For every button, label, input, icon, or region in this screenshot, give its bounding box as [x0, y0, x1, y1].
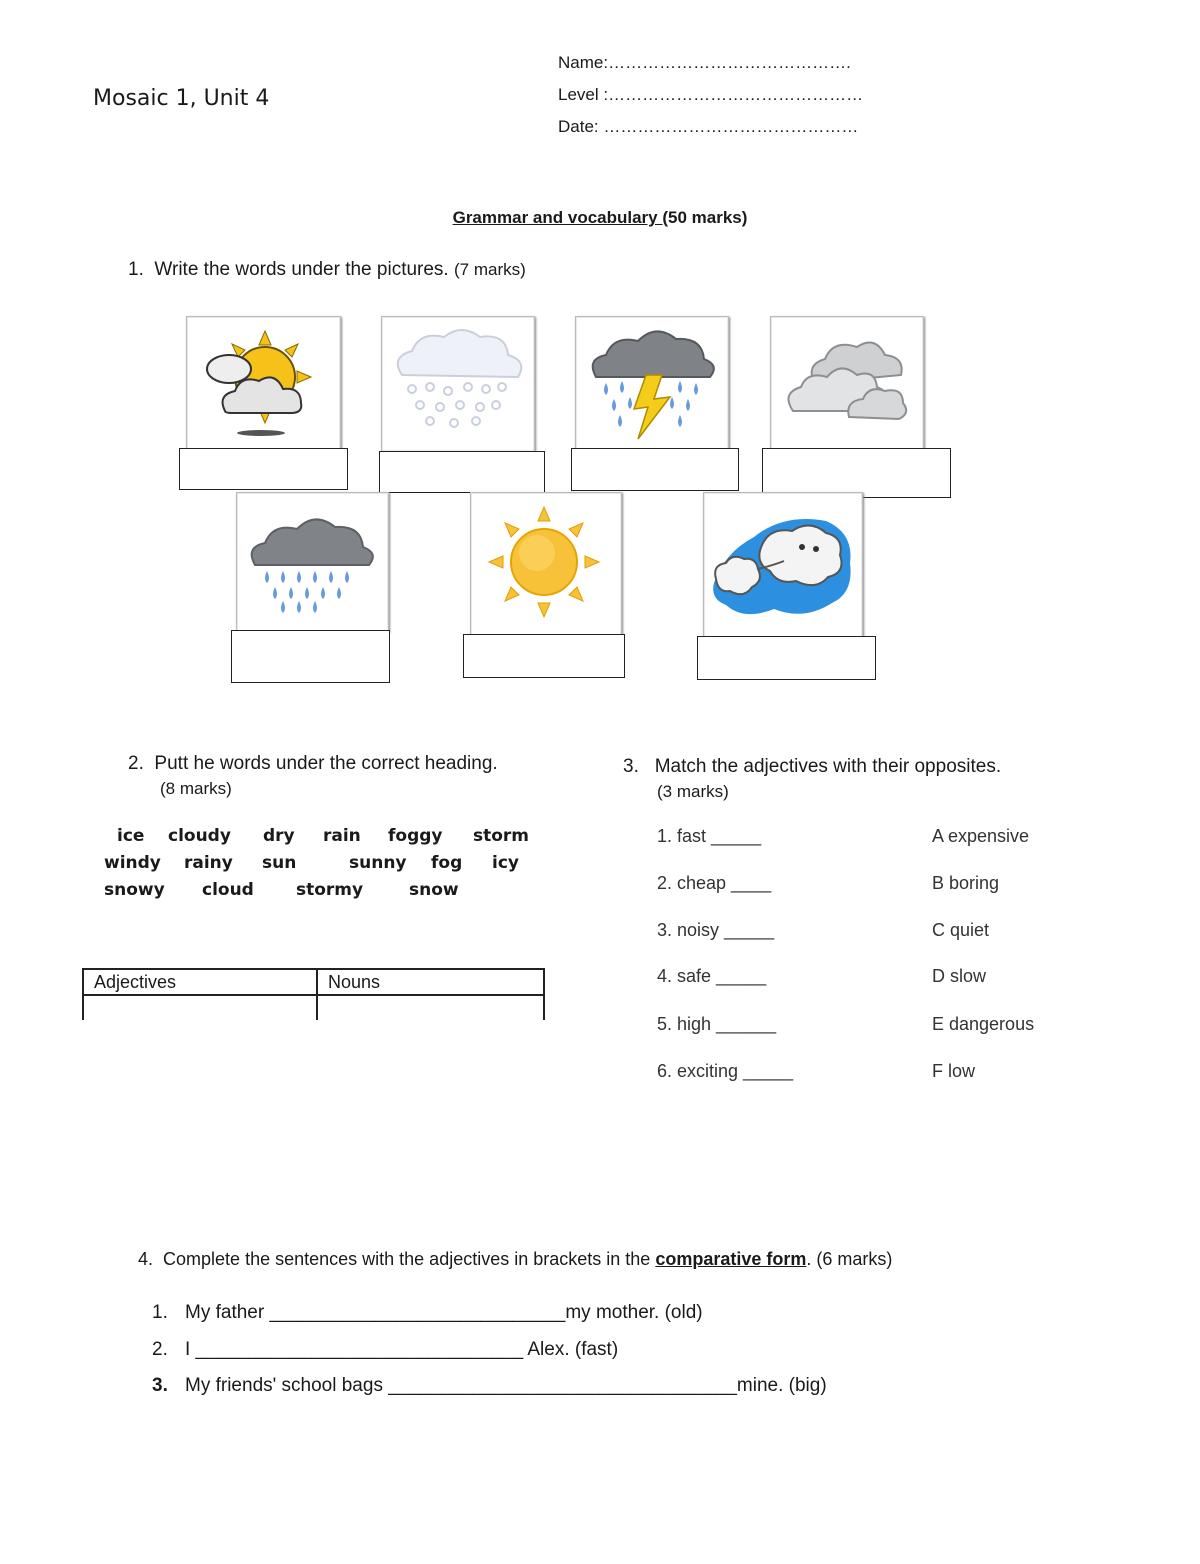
- sentence-3-text: My friends' school bags _________________________________mine. (big): [185, 1375, 827, 1396]
- question-1-text: Write the words under the pictures.: [154, 259, 449, 280]
- sentence-3-number: 3.: [152, 1375, 168, 1396]
- worksheet-title: Mosaic 1, Unit 4: [93, 86, 270, 111]
- question-4-text: Complete the sentences with the adjectives in brackets in the: [163, 1249, 651, 1269]
- question-3: [623, 756, 1001, 778]
- answer-box-2[interactable]: [379, 451, 545, 493]
- sentence-1: [152, 1302, 703, 1324]
- match-right-e: E dangerous: [932, 1014, 1035, 1034]
- partly-sunny-icon: [187, 317, 340, 449]
- sentence-1-text: My father ____________________________my mother. (old): [185, 1302, 703, 1323]
- question-4-emphasis: comparative form: [655, 1249, 807, 1269]
- match-right-a: A expensive: [932, 826, 1030, 846]
- answer-box-1[interactable]: [179, 448, 348, 490]
- question-4: [138, 1249, 892, 1270]
- question-2-number: 2.: [128, 753, 144, 774]
- nouns-cell[interactable]: [317, 995, 544, 1020]
- heading-table: [82, 968, 545, 1020]
- level-field: Level :………………………………………: [558, 85, 864, 104]
- storm-cloud-icon: [576, 317, 728, 451]
- question-2: [128, 753, 498, 775]
- match-left-6: 6. exciting _____: [657, 1061, 794, 1081]
- heading-adjectives: Adjectives: [83, 969, 317, 995]
- question-3-text: Match the adjectives with their opposites.: [654, 756, 1002, 777]
- match-right-b: B boring: [932, 873, 1000, 893]
- question-1: [128, 259, 526, 281]
- picture-sun: [470, 492, 622, 636]
- word-bank-item: dry: [263, 826, 295, 846]
- picture-storm: [575, 316, 729, 452]
- section-heading-rest: 50 marks): [668, 208, 748, 227]
- sentence-2: [152, 1339, 618, 1361]
- sentence-2-number: 2.: [152, 1339, 168, 1360]
- answer-box-3[interactable]: [571, 448, 739, 491]
- word-bank-item: cloudy: [168, 826, 231, 846]
- word-bank-item: foggy: [388, 826, 443, 846]
- adjectives-cell[interactable]: [83, 995, 317, 1020]
- word-bank-item: icy: [492, 853, 519, 873]
- question-4-number: 4.: [138, 1249, 154, 1269]
- question-3-number: 3.: [623, 756, 639, 777]
- snow-cloud-icon: [382, 317, 534, 451]
- question-1-marks: (7 marks): [454, 260, 526, 279]
- match-left-3: 3. noisy _____: [657, 920, 775, 940]
- match-left-2: 2. cheap ____: [657, 873, 772, 893]
- answer-box-5[interactable]: [231, 630, 390, 683]
- match-right-d: D slow: [932, 966, 987, 986]
- picture-windy: [703, 492, 863, 638]
- word-bank-item: snow: [409, 880, 459, 900]
- sentence-3: [152, 1375, 827, 1397]
- rain-cloud-icon: [237, 493, 388, 631]
- windy-icon: [704, 493, 862, 637]
- match-left-1: 1. fast _____: [657, 826, 762, 846]
- picture-rain: [236, 492, 389, 632]
- answer-box-6[interactable]: [463, 634, 625, 678]
- cloudy-icon: [771, 317, 923, 451]
- word-bank-item: stormy: [296, 880, 364, 900]
- question-4-marks: . (6 marks): [806, 1249, 893, 1269]
- word-bank-item: cloud: [202, 880, 254, 900]
- word-bank-item: snowy: [104, 880, 165, 900]
- word-bank-item: fog: [431, 853, 463, 873]
- match-right-c: C quiet: [932, 920, 990, 940]
- question-3-marks: (3 marks): [657, 782, 729, 801]
- section-heading: [0, 208, 1200, 228]
- picture-snow: [381, 316, 535, 452]
- picture-partly-sunny: [186, 316, 341, 450]
- sentence-1-number: 1.: [152, 1302, 168, 1323]
- match-left-5: 5. high ______: [657, 1014, 777, 1034]
- sentence-2-text: I _______________________________ Alex. (fast): [185, 1339, 619, 1360]
- answer-box-4[interactable]: [762, 448, 951, 498]
- word-bank-item: storm: [473, 826, 530, 846]
- word-bank-item: sunny: [349, 853, 407, 873]
- sun-icon: [471, 493, 621, 635]
- answer-box-7[interactable]: [697, 636, 876, 680]
- date-field: Date: ………………………………………: [558, 117, 859, 136]
- section-heading-underlined: Grammar and vocabulary (: [452, 208, 669, 227]
- name-field: Name:…………………………………….: [558, 53, 851, 72]
- word-bank-item: sun: [262, 853, 297, 873]
- heading-nouns: Nouns: [317, 969, 544, 995]
- word-bank-item: ice: [117, 826, 145, 846]
- picture-cloudy: [770, 316, 924, 452]
- question-2-text: Putt he words under the correct heading.: [154, 753, 498, 774]
- match-right-f: F low: [932, 1061, 976, 1081]
- match-left-4: 4. safe _____: [657, 966, 767, 986]
- question-2-marks: (8 marks): [160, 779, 232, 798]
- word-bank-item: rain: [323, 826, 361, 846]
- word-bank-item: rainy: [184, 853, 233, 873]
- question-1-number: 1.: [128, 259, 144, 280]
- word-bank-item: windy: [104, 853, 161, 873]
